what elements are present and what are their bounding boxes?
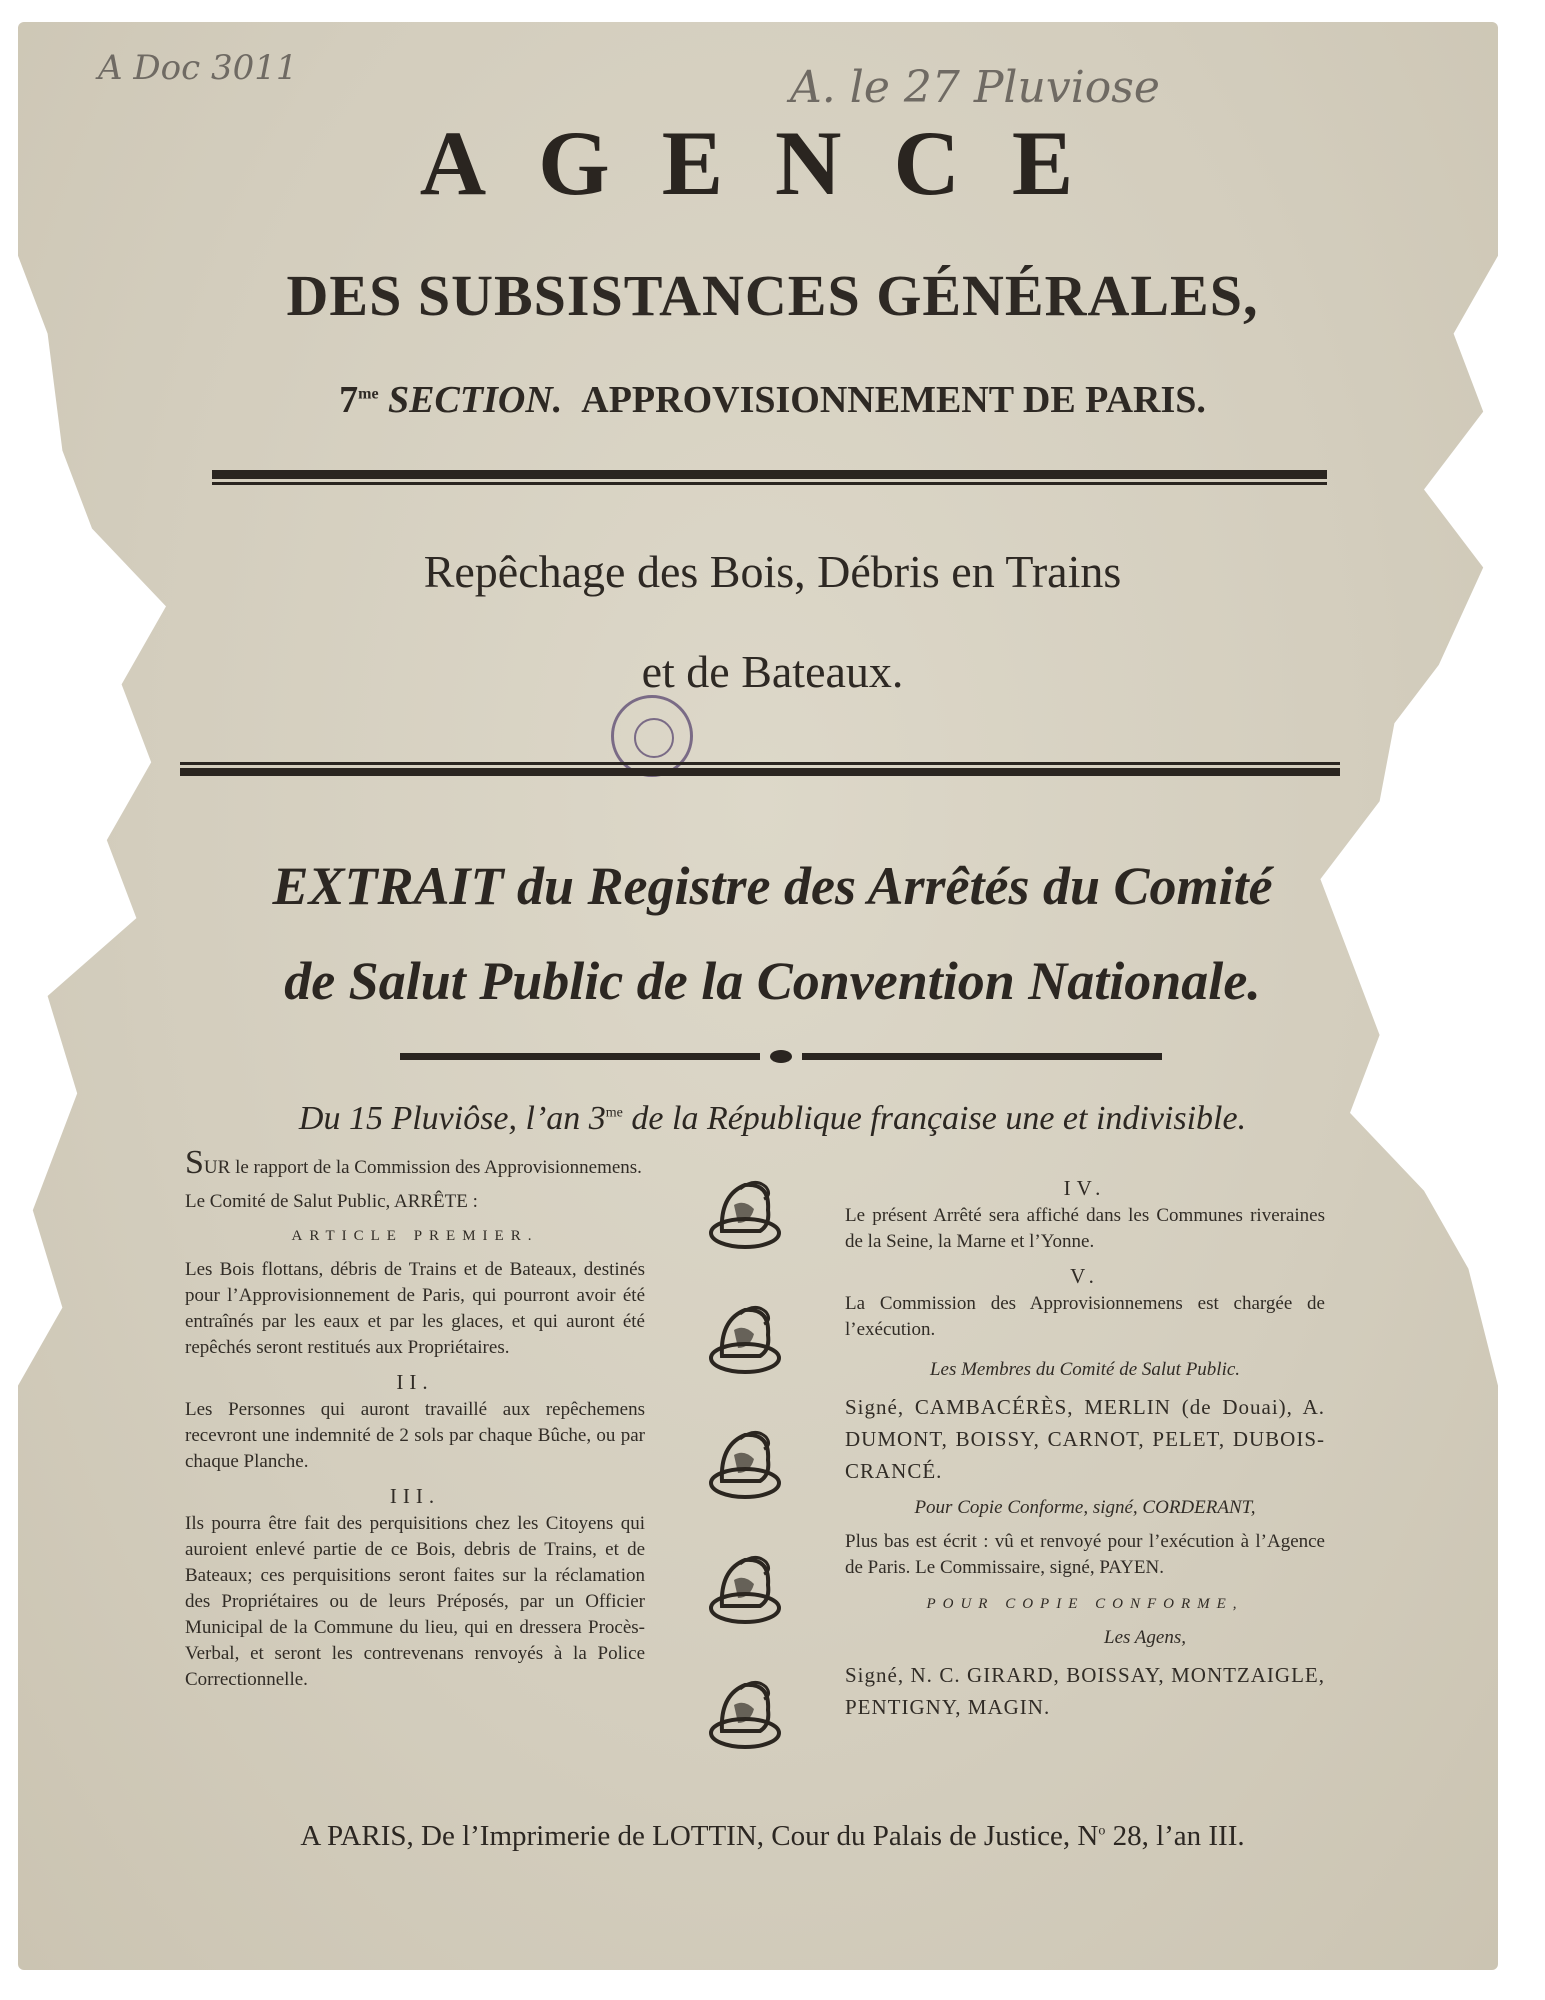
date-sup: me (605, 1105, 623, 1121)
decree-line: Le Comité de Salut Public, ARRÊTE : (185, 1191, 478, 1212)
ornamental-rule-left (400, 1053, 760, 1060)
imprint-sup: o (1098, 1823, 1106, 1839)
liberty-cap-ornament-icon (700, 1290, 790, 1380)
date-part-2: de la République française une et indivisible. (622, 1100, 1247, 1137)
title-agence: AGENCE (419, 112, 1126, 214)
article-5-heading: V. (1070, 1264, 1100, 1288)
section-subject: APPROVISIONNEMENT DE PARIS. (581, 379, 1206, 421)
right-column (845, 1175, 1325, 1731)
subject-line-2: et de Bateaux. (641, 646, 904, 697)
double-rule-top (212, 470, 1327, 479)
liberty-cap-ornament-icon (700, 1540, 790, 1630)
title-subsistances: DES SUBSISTANCES GÉNÉRALES, (286, 263, 1259, 328)
rule-middle-thin (180, 762, 1340, 765)
agents-signatures: Signé, N. C. GIRARD, BOISSAY, MONTZAIGLE, PENTIGNY, MAGIN. (845, 1663, 1325, 1719)
date-part-1: Du 15 Pluviôse, l’an 3 (298, 1100, 606, 1137)
copy-conforme-2: POUR COPIE CONFORME, (926, 1596, 1244, 1612)
article-4-text: Le présent Arrêté sera affiché dans les Communes riveraines de la Seine, la Marne et l’Yonne. (845, 1205, 1325, 1252)
intro-drop-cap: S (185, 1144, 204, 1181)
liberty-cap-ornament-icon (700, 1165, 790, 1255)
plus-bas-line: Plus bas est écrit : vû et renvoyé pour l’exécution à l’Agence de Paris. Le Commissaire, signé, PAYEN. (845, 1531, 1325, 1578)
left-column (185, 1144, 645, 1701)
imprint-text-1: A PARIS, De l’Imprimerie de LOTTIN, Cour du Palais de Justice, N (300, 1820, 1099, 1852)
printer-imprint (0, 1820, 1545, 1853)
extract-line-1: EXTRAIT du Registre des Arrêtés du Comité (272, 856, 1273, 916)
intro-text: UR le rapport de la Commission des Approvisionnemens. (203, 1157, 642, 1178)
handwritten-archive-reference: A Doc 3011 (98, 48, 298, 88)
extract-line-2: de Salut Public de la Convention Nationale. (284, 951, 1261, 1011)
ornamental-rule-center-dot (770, 1050, 792, 1063)
article-2-text: Les Personnes qui auront travaillé aux repêchemens recevront une indemnité de 2 sols par chaque Bûche, ou par chaque Planche. (185, 1399, 645, 1472)
article-5-text: La Commission des Approvisionnemens est chargée de l’exécution. (845, 1293, 1325, 1340)
liberty-cap-ornament-icon (700, 1665, 790, 1755)
section-number: 7 (339, 379, 359, 421)
article-1-text: Les Bois flottans, débris de Trains et de Bateaux, destinés pour l’Approvisionnement de Paris, qui pourront avoir été entraînés par les eaux et par les glaces, et qui auront été repêchés seront restitués aux Propriétaires. (185, 1259, 645, 1358)
imprint-text-2: 28, l’an III. (1105, 1820, 1245, 1852)
agents-line: Les Agens, (1104, 1627, 1186, 1648)
handwritten-date-note: A. le 27 Pluviose (790, 62, 1160, 113)
article-4-heading: IV. (1063, 1176, 1107, 1200)
article-3-text: Ils pourra être fait des perquisitions chez les Citoyens qui auroient enlevé partie de ce Bois, debris de Trains, et de Bateaux; ces perquisitions seront faites sur la réclamation des Propriétaires ou de leurs Préposés, par un Officier Municipal de la Commune du lieu, qui en dressera Procès-Verbal, et seront les contrevenans renvoyés à la Police Correctionnelle. (185, 1513, 645, 1690)
article-premier-heading: ARTICLE PREMIER. (291, 1228, 539, 1244)
ornamental-rule-right (802, 1053, 1162, 1060)
double-rule-top-thin (212, 482, 1327, 485)
stamp-inner-ring (634, 718, 674, 758)
rule-middle-thick (180, 768, 1340, 776)
liberty-cap-ornament-icon (700, 1415, 790, 1505)
section-sup: me (358, 385, 379, 403)
section-label: SECTION. (388, 379, 563, 421)
subject-line-1: Repêchage des Bois, Débris en Trains (423, 546, 1122, 597)
committee-signatures: Signé, CAMBACÉRÈS, MERLIN (de Douai), A. DUMONT, BOISSY, CARNOT, PELET, DUBOIS-CRANCÉ. (845, 1395, 1325, 1483)
section-line (0, 378, 1545, 422)
date-line (0, 1100, 1545, 1138)
article-2-heading: II. (396, 1370, 434, 1394)
copy-conforme-1: Pour Copie Conforme, signé, CORDERANT, (914, 1497, 1256, 1518)
committee-members-line: Les Membres du Comité de Salut Public. (929, 1359, 1241, 1380)
article-3-heading: III. (389, 1484, 441, 1508)
